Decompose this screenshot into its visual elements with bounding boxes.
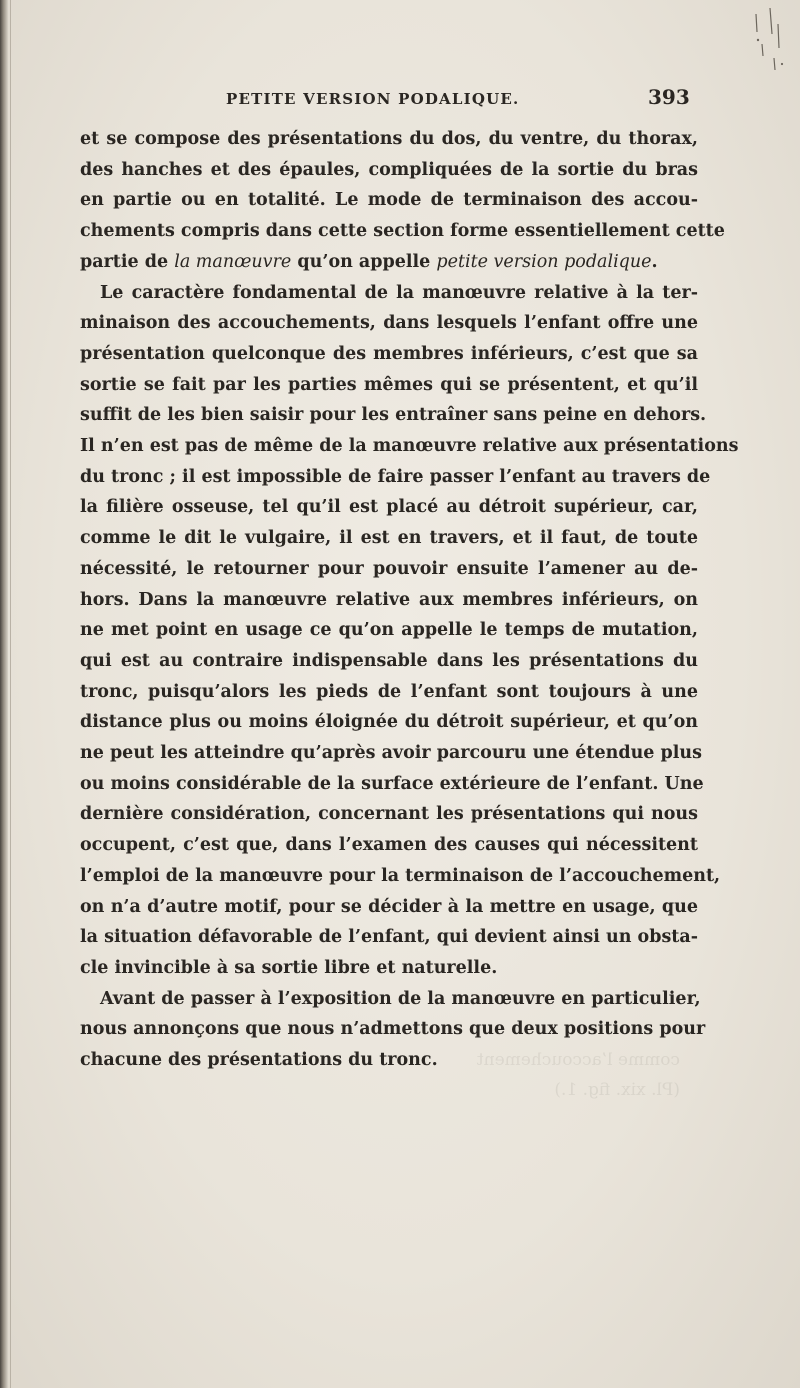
text-line: dernière considération, concernant les présentations qui nous [80,804,698,825]
gutter-rule [10,0,11,1388]
text-run: partie de [80,251,175,272]
text-line: on n’a d’autre motif, pour se décider à la mettre en usage, que [80,896,698,917]
text-run: qu’on appelle [291,251,437,272]
text-line: ou moins considérable de la surface extérieure de l’enfant. Une [80,773,704,794]
text-line: tronc, puisqu’alors les pieds de l’enfant sont toujours à une [80,681,698,702]
text-line: ne peut les atteindre qu’après avoir parcouru une étendue plus [80,743,702,764]
running-title: PETITE VERSION PODALIQUE. [226,90,520,108]
text-line: en partie ou en totalité. Le mode de terminaison des accou- [80,190,698,211]
text-line: ne met point en usage ce qu’on appelle le temps de mutation, [80,620,698,641]
text-line: la situation défavorable de l’enfant, qui devient ainsi un obsta- [80,927,698,948]
text-line: Avant de passer à l’exposition de la manœuvre en particulier, [100,988,701,1009]
text-line: minaison des accouchements, dans lesquels l’enfant offre une [80,313,698,334]
italic-term: la manœuvre [174,251,292,272]
italic-term: petite version podalique [436,251,652,272]
text-line: comme le dit le vulgaire, il est en travers, et il faut, de toute [80,528,698,549]
text-line: présentation quelconque des membres inférieurs, c’est que sa [80,343,698,364]
binding-gutter [0,0,8,1388]
text-line: qui est au contraire indispensable dans les présentations du [80,650,698,671]
text-line: sortie se fait par les parties mêmes qui se présentent, et qu’il [80,374,698,395]
text-line: Il n’en est pas de même de la manœuvre relative aux présentations [80,436,739,457]
page-edge-marks [748,4,788,74]
text-run: . [651,251,658,272]
body-text [80,124,739,1076]
text-line: hors. Dans la manœuvre relative aux membres inférieurs, on [80,589,698,610]
text-line: la filière osseuse, tel qu’il est placé au détroit supérieur, car, [80,497,698,518]
text-line: nécessité, le retourner pour pouvoir ensuite l’amener au de- [80,558,698,579]
text-line: distance plus ou moins éloignée du détroit supérieur, et qu’on [80,712,698,733]
bleed-through-line: comme l’accouchement [476,1050,680,1070]
text-line: Le caractère fondamental de la manœuvre relative à la ter- [100,282,698,303]
page-number: 393 [648,85,690,109]
text-line: l’emploi de la manœuvre pour la terminaison de l’accouchement, [80,865,721,886]
text-line: du tronc ; il est impossible de faire passer l’enfant au travers de [80,466,711,487]
text-line: chements compris dans cette section forme essentiellement cette [80,221,725,242]
text-line: cle invincible à sa sortie libre et naturelle. [80,957,498,978]
text-line: et se compose des présentations du dos, du ventre, du thorax, [80,129,698,149]
text-line: des hanches et des épaules, compliquées de la sortie du bras [80,159,698,180]
text-line [80,247,698,278]
text-line: occupent, c’est que, dans l’examen des causes qui nécessitent [80,835,698,856]
bleed-through-line: (Pl. xix. fig. 1.) [554,1080,680,1100]
text-line: chacune des présentations du tronc. [80,1050,438,1071]
text-line: suffit de les bien saisir pour les entraîner sans peine en dehors. [80,405,707,426]
text-line: nous annonçons que nous n’admettons que deux positions pour [80,1019,706,1040]
